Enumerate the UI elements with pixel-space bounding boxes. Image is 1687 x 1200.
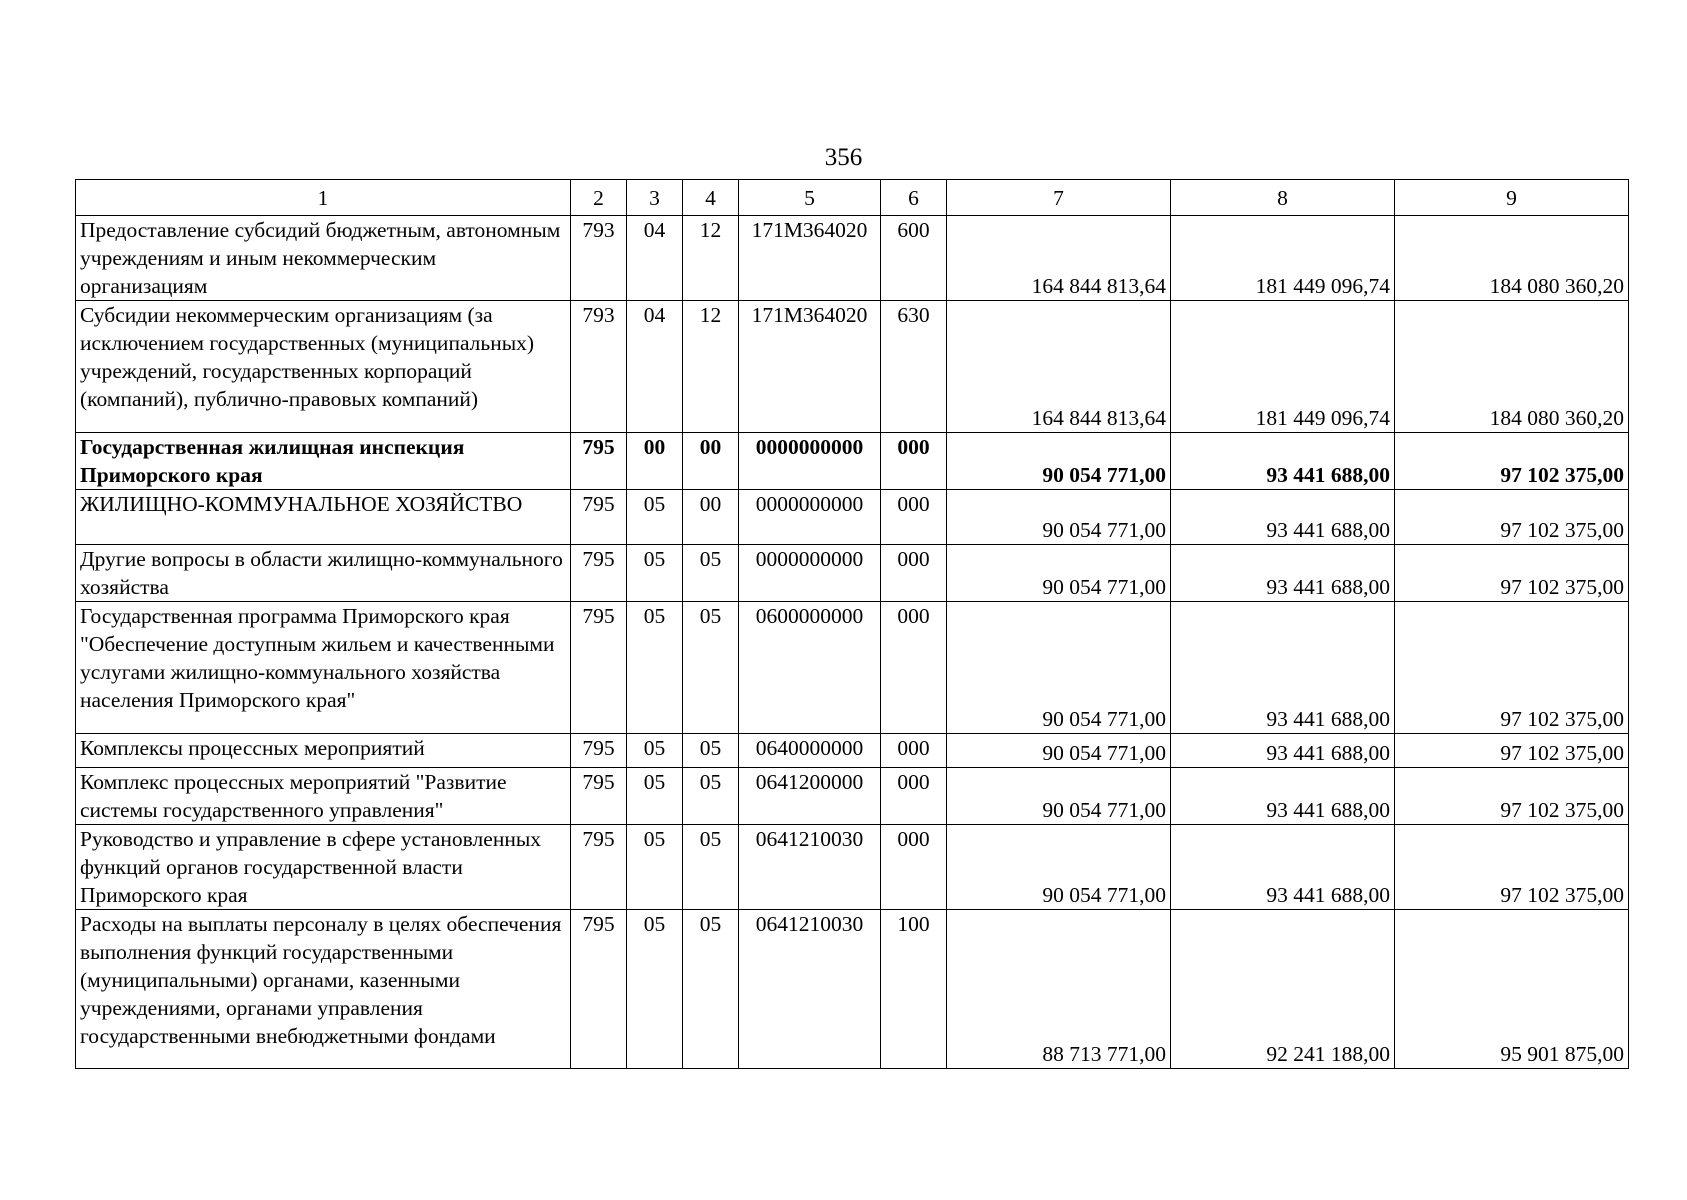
header-cell-8: 8 [1171, 180, 1395, 216]
table-row [76, 433, 1629, 490]
row-amount-9-cell: 97 102 375,00 [1395, 545, 1629, 602]
table-row [76, 825, 1629, 910]
row-code-5-cell: 0000000000 [739, 545, 881, 602]
row-code-6-cell: 600 [881, 216, 947, 301]
budget-table [75, 179, 1629, 1069]
row-amount-8-cell: 93 441 688,00 [1171, 545, 1395, 602]
row-amount-8-cell: 93 441 688,00 [1171, 825, 1395, 910]
row-amount-7-cell: 164 844 813,64 [947, 301, 1171, 433]
row-amount-7-cell: 90 054 771,00 [947, 825, 1171, 910]
row-code-5-cell: 0000000000 [739, 433, 881, 490]
header-cell-6: 6 [881, 180, 947, 216]
row-code-6-cell: 630 [881, 301, 947, 433]
row-name-cell: Предоставление субсидий бюджетным, автономным учреждениям и иным некоммерческим организациям [76, 216, 571, 301]
row-code-3-cell: 05 [627, 768, 683, 825]
row-amount-7-cell: 90 054 771,00 [947, 490, 1171, 545]
row-code-3-cell: 00 [627, 433, 683, 490]
row-amount-7-cell: 90 054 771,00 [947, 545, 1171, 602]
row-code-5-cell: 0641200000 [739, 768, 881, 825]
header-row [76, 180, 1629, 216]
row-name-cell: ЖИЛИЩНО-КОММУНАЛЬНОЕ ХОЗЯЙСТВО [76, 490, 571, 545]
row-amount-8-cell: 93 441 688,00 [1171, 602, 1395, 734]
header-cell-9: 9 [1395, 180, 1629, 216]
row-code-5-cell: 0640000000 [739, 734, 881, 768]
row-name-cell: Субсидии некоммерческим организациям (за исключением государственных (муниципальных) учреждений, государственных корпораций (компаний), публично-правовых компаний) [76, 301, 571, 433]
row-code-6-cell: 000 [881, 825, 947, 910]
row-code-3-cell: 05 [627, 545, 683, 602]
header-cell-2: 2 [571, 180, 627, 216]
row-amount-8-cell: 93 441 688,00 [1171, 768, 1395, 825]
row-code-2-cell: 795 [571, 825, 627, 910]
row-code-3-cell: 04 [627, 216, 683, 301]
row-code-2-cell: 795 [571, 545, 627, 602]
row-code-4-cell: 05 [683, 768, 739, 825]
row-amount-9-cell: 97 102 375,00 [1395, 734, 1629, 768]
row-code-3-cell: 05 [627, 490, 683, 545]
row-code-3-cell: 05 [627, 734, 683, 768]
table-row [76, 545, 1629, 602]
row-amount-7-cell: 88 713 771,00 [947, 910, 1171, 1069]
table-row [76, 490, 1629, 545]
row-name-cell: Расходы на выплаты персоналу в целях обеспечения выполнения функций государственными (муниципальными) органами, казенными учреждениями, органами управления государственными внебюджетными фондами [76, 910, 571, 1069]
row-amount-9-cell: 184 080 360,20 [1395, 216, 1629, 301]
header-cell-4: 4 [683, 180, 739, 216]
row-amount-7-cell: 90 054 771,00 [947, 734, 1171, 768]
row-code-2-cell: 795 [571, 768, 627, 825]
row-code-6-cell: 100 [881, 910, 947, 1069]
row-name-cell: Комплекс процессных мероприятий "Развитие системы государственного управления" [76, 768, 571, 825]
table-row [76, 734, 1629, 768]
row-code-6-cell: 000 [881, 768, 947, 825]
row-code-3-cell: 05 [627, 602, 683, 734]
row-code-2-cell: 795 [571, 910, 627, 1069]
row-name-cell: Комплексы процессных мероприятий [76, 734, 571, 768]
row-code-2-cell: 795 [571, 433, 627, 490]
row-amount-9-cell: 97 102 375,00 [1395, 490, 1629, 545]
row-amount-8-cell: 93 441 688,00 [1171, 433, 1395, 490]
row-code-6-cell: 000 [881, 734, 947, 768]
table-row [76, 910, 1629, 1069]
row-amount-8-cell: 93 441 688,00 [1171, 490, 1395, 545]
row-code-3-cell: 04 [627, 301, 683, 433]
row-amount-8-cell: 92 241 188,00 [1171, 910, 1395, 1069]
row-amount-7-cell: 90 054 771,00 [947, 602, 1171, 734]
header-cell-3: 3 [627, 180, 683, 216]
row-code-6-cell: 000 [881, 433, 947, 490]
row-code-5-cell: 0641210030 [739, 910, 881, 1069]
row-code-5-cell: 171М364020 [739, 301, 881, 433]
row-code-5-cell: 0600000000 [739, 602, 881, 734]
row-amount-9-cell: 184 080 360,20 [1395, 301, 1629, 433]
row-code-6-cell: 000 [881, 545, 947, 602]
row-code-4-cell: 05 [683, 825, 739, 910]
row-code-5-cell: 0000000000 [739, 490, 881, 545]
row-amount-9-cell: 97 102 375,00 [1395, 433, 1629, 490]
row-code-3-cell: 05 [627, 910, 683, 1069]
row-code-4-cell: 00 [683, 490, 739, 545]
row-code-4-cell: 05 [683, 602, 739, 734]
row-amount-7-cell: 90 054 771,00 [947, 433, 1171, 490]
row-amount-8-cell: 181 449 096,74 [1171, 216, 1395, 301]
table-row [76, 216, 1629, 301]
table-body [76, 180, 1629, 1069]
row-name-cell: Другие вопросы в области жилищно-коммунального хозяйства [76, 545, 571, 602]
row-code-2-cell: 795 [571, 602, 627, 734]
row-name-cell: Государственная жилищная инспекция Приморского края [76, 433, 571, 490]
row-amount-9-cell: 97 102 375,00 [1395, 825, 1629, 910]
row-code-6-cell: 000 [881, 490, 947, 545]
header-cell-1: 1 [76, 180, 571, 216]
header-cell-7: 7 [947, 180, 1171, 216]
row-amount-7-cell: 90 054 771,00 [947, 768, 1171, 825]
row-amount-9-cell: 95 901 875,00 [1395, 910, 1629, 1069]
row-amount-9-cell: 97 102 375,00 [1395, 602, 1629, 734]
row-code-4-cell: 12 [683, 216, 739, 301]
row-code-2-cell: 795 [571, 490, 627, 545]
row-code-2-cell: 795 [571, 734, 627, 768]
row-name-cell: Государственная программа Приморского края "Обеспечение доступным жильем и качественными услугами жилищно-коммунального хозяйства населения Приморского края" [76, 602, 571, 734]
table-row [76, 602, 1629, 734]
row-code-3-cell: 05 [627, 825, 683, 910]
row-code-4-cell: 05 [683, 734, 739, 768]
row-code-6-cell: 000 [881, 602, 947, 734]
row-code-2-cell: 793 [571, 301, 627, 433]
row-code-5-cell: 171М364020 [739, 216, 881, 301]
row-code-4-cell: 05 [683, 910, 739, 1069]
row-amount-8-cell: 93 441 688,00 [1171, 734, 1395, 768]
row-code-2-cell: 793 [571, 216, 627, 301]
row-amount-9-cell: 97 102 375,00 [1395, 768, 1629, 825]
row-code-4-cell: 12 [683, 301, 739, 433]
page-number: 356 [824, 144, 863, 171]
row-code-4-cell: 05 [683, 545, 739, 602]
row-code-5-cell: 0641210030 [739, 825, 881, 910]
row-code-4-cell: 00 [683, 433, 739, 490]
header-cell-5: 5 [739, 180, 881, 216]
table-row [76, 768, 1629, 825]
row-name-cell: Руководство и управление в сфере установленных функций органов государственной власти Приморского края [76, 825, 571, 910]
row-amount-7-cell: 164 844 813,64 [947, 216, 1171, 301]
table-row [76, 301, 1629, 433]
row-amount-8-cell: 181 449 096,74 [1171, 301, 1395, 433]
